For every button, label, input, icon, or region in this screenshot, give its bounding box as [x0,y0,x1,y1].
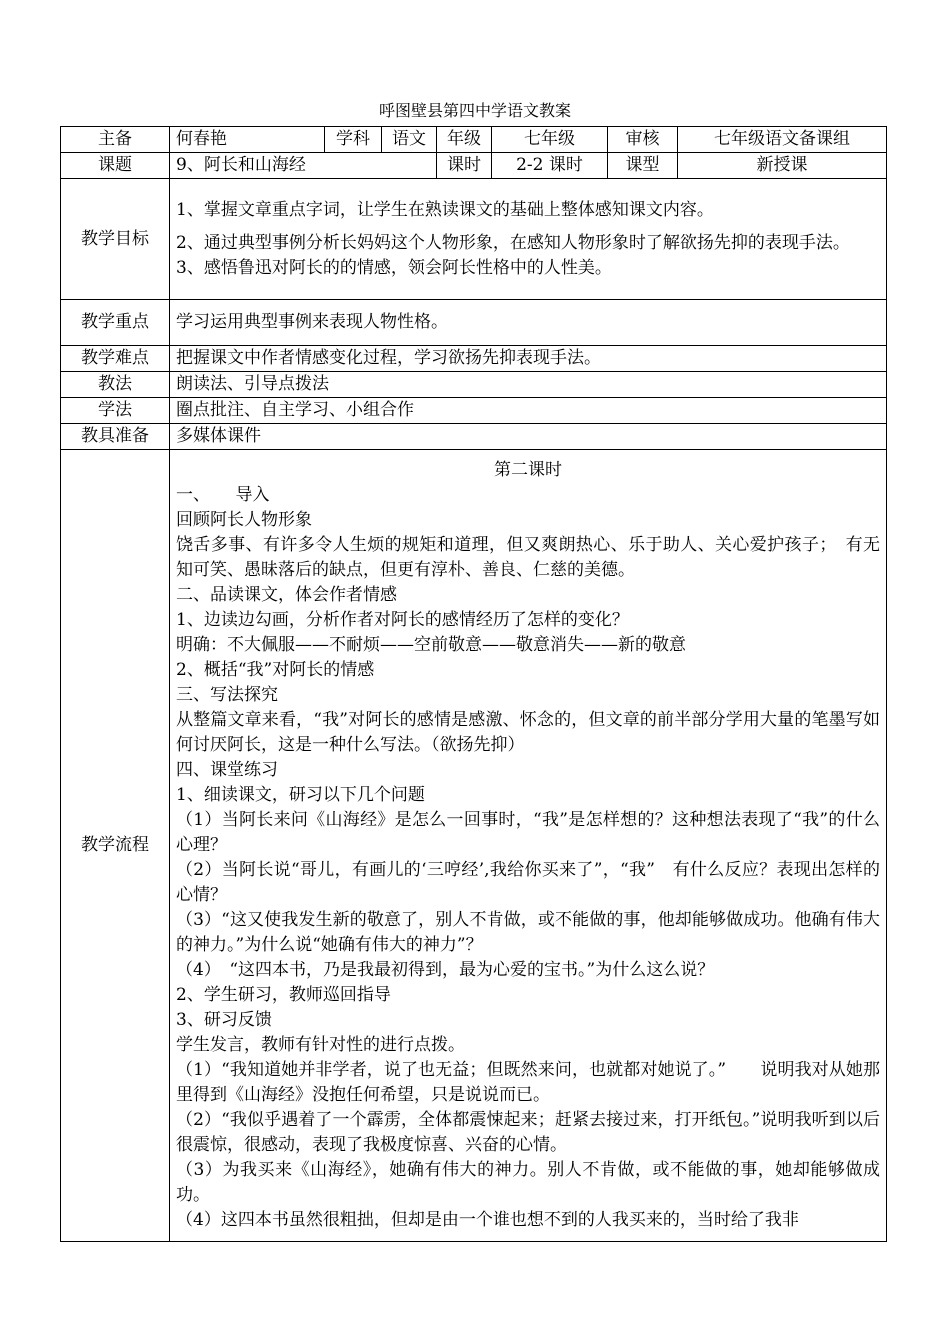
flow-line: 回顾阿长人物形象 [176,510,312,530]
study-label: 学法 [61,398,170,424]
header-row-2 [61,153,887,179]
flow-line: （1）当阿长来问《山海经》是怎么一回事时，“我”是怎样想的？这种想法表现了“我”的什么心理？ [176,810,880,855]
study-value: 圈点批注、自主学习、小组合作 [170,398,887,424]
flow-lines [176,483,880,1233]
method-value: 朗读法、引导点拨法 [170,372,887,398]
flow-line: 2、概括“我”对阿长的情感 [176,660,375,680]
period-value: 2-2 课时 [492,153,608,179]
review-value: 七年级语文备课组 [678,127,887,153]
flow-line: 从整篇文章来看，“我”对阿长的感情是感激、怀念的，但文章的前半部分学用大量的笔墨写如何讨厌阿长，这是一种什么写法。（欲扬先抑） [176,710,880,755]
review-label: 审核 [608,127,678,153]
flow-line: 饶舌多事、有许多令人生烦的规矩和道理，但又爽朗热心、乐于助人、关心爱护孩子； 有无知可笑、愚昧落后的缺点，但更有淳朴、善良、仁慈的美德。 [176,535,880,580]
flow-line: 四、课堂练习 [176,760,278,780]
goals-row [61,179,887,300]
flow-line: 一、 导入 [176,485,270,505]
flow-line: （4） “这四本书，乃是我最初得到，最为心爱的宝书。”为什么这么说？ [176,960,715,980]
type-label: 课型 [608,153,678,179]
goal-item: 3、感悟鲁迅对阿长的的情感，领会阿长性格中的人性美。 [176,257,612,278]
tools-label: 教具准备 [61,424,170,450]
flow-line: （4）这四本书虽然很粗拙，但却是由一个谁也想不到的人我买来的，当时给了我非 [176,1210,799,1230]
type-value: 新授课 [678,153,887,179]
difficulty-row [61,346,887,372]
focus-row [61,300,887,346]
goals-label: 教学目标 [61,179,170,300]
flow-line: 1、细读课文，研习以下几个问题 [176,785,425,805]
goal-item: 2、通过典型事例分析长妈妈这个人物形象，在感知人物形象时了解欲扬先抑的表现手法。 [176,232,850,253]
flow-heading: 第二课时 [494,460,562,480]
focus-value: 学习运用典型事例来表现人物性格。 [170,300,887,346]
tools-row [61,424,887,450]
flow-line: （2）“我似乎遇着了一个霹雳，全体都震悚起来；赶紧去接过来，打开纸包。”说明我听到以后很震惊，很感动，表现了我极度惊喜、兴奋的心情。 [176,1110,880,1155]
difficulty-label: 教学难点 [61,346,170,372]
flow-line: （3）“这又使我发生新的敬意了，别人不肯做，或不能做的事，他却能够做成功。他确有伟大的神力。”为什么说“她确有伟大的神力”？ [176,910,880,955]
focus-label: 教学重点 [61,300,170,346]
header-row-1 [61,127,887,153]
goals-content [170,179,887,300]
document-title: 呼图壁县第四中学语文教案 [378,101,571,120]
topic-label: 课题 [61,153,170,179]
flow-line: 1、边读边勾画，分析作者对阿长的感情经历了怎样的变化？ [176,610,629,630]
flow-line: （2）当阿长说“哥儿，有画儿的‘三哼经’,我给你买来了”，“我” 有什么反应？表现出怎样的心情？ [176,860,880,905]
zhubei-label: 主备 [61,127,170,153]
flow-line: 明确：不大佩服——不耐烦——空前敬意——敬意消失——新的敬意 [176,635,686,655]
zhubei-value: 何春艳 [170,127,325,153]
flow-content [170,450,887,1242]
study-row [61,398,887,424]
difficulty-value: 把握课文中作者情感变化过程，学习欲扬先抑表现手法。 [170,346,887,372]
topic-value: 9、阿长和山海经 [170,153,437,179]
subject-value: 语文 [382,127,437,153]
flow-line: （3）为我买来《山海经》，她确有伟大的神力。别人不肯做，或不能做的事，她却能够做成功。 [176,1160,880,1205]
method-row [61,372,887,398]
grade-label: 年级 [437,127,492,153]
flow-line: 2、学生研习，教师巡回指导 [176,985,391,1005]
lesson-plan-table [60,126,887,1242]
tools-value: 多媒体课件 [170,424,887,450]
grade-value: 七年级 [492,127,608,153]
period-label: 课时 [437,153,492,179]
flow-line: （1）“我知道她并非学者，说了也无益；但既然来问，也就都对她说了。” 说明我对从她那里得到《山海经》没抱任何希望，只是说说而已。 [176,1060,880,1105]
subject-label: 学科 [325,127,382,153]
method-label: 教法 [61,372,170,398]
flow-line: 学生发言，教师有针对性的进行点拨。 [176,1035,465,1055]
flow-line: 三、写法探究 [176,685,278,705]
goal-item: 1、掌握文章重点字词，让学生在熟读课文的基础上整体感知课文内容。 [176,199,714,220]
flow-row [61,450,887,1242]
flow-line: 3、研习反馈 [176,1010,272,1030]
flow-label: 教学流程 [61,450,170,1242]
flow-line: 二、品读课文，体会作者情感 [176,585,397,605]
